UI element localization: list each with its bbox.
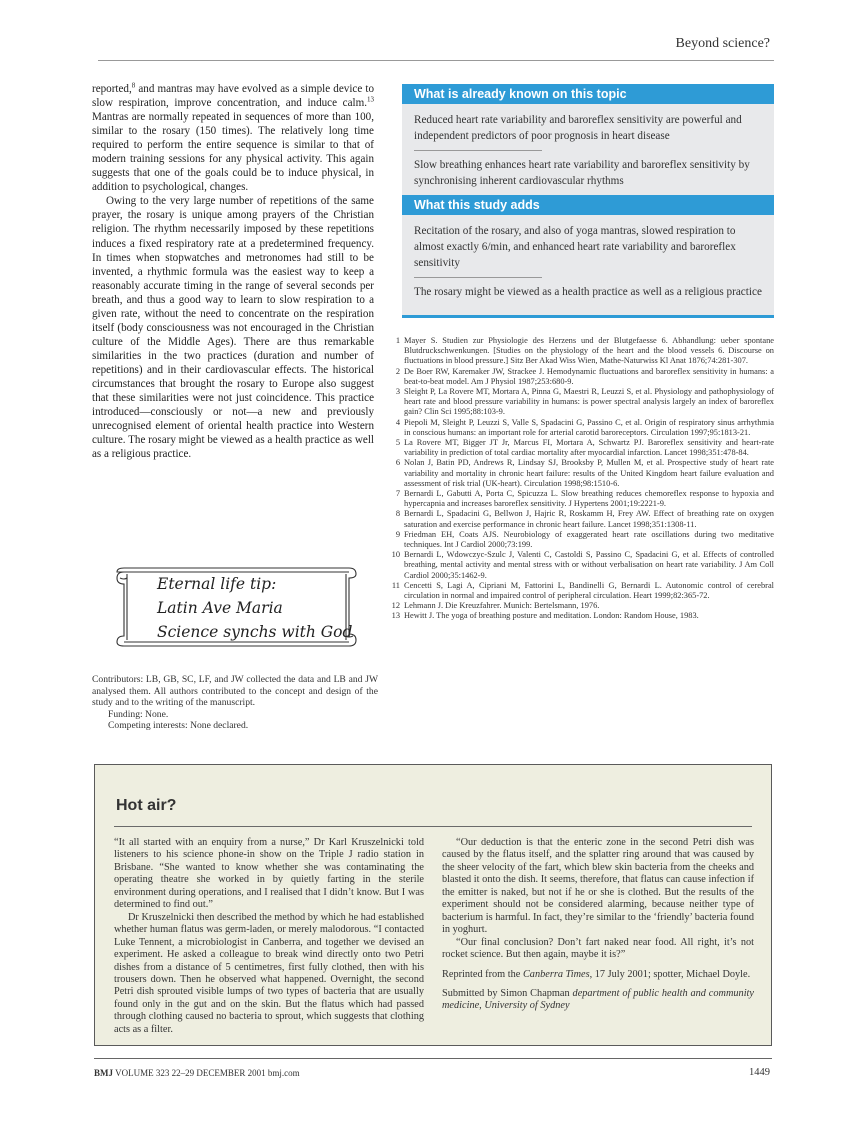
reference-number: 12 bbox=[391, 601, 400, 611]
reference-number: 4 bbox=[395, 417, 400, 427]
reference-item bbox=[390, 550, 774, 581]
adds-heading: What this study adds bbox=[402, 195, 774, 215]
reference-number: 8 bbox=[395, 509, 400, 519]
reference-text: Bernardi L, Spadacini G, Bellwon J, Hajric R, Roskamm H, Frey AW. Effect of breathing rate on oxygen saturation and exercise performance in chronic heart failure. Lancet 1998;351:1308-11. bbox=[404, 509, 774, 529]
reference-item bbox=[390, 458, 774, 489]
reference-number: 2 bbox=[395, 366, 400, 376]
adds-item: Recitation of the rosary, and also of yoga mantras, slowed respiration to almost exactly 6/min, and enhanced heart rate variability and baroreflex sensitivity bbox=[414, 225, 736, 269]
body-text-left-column bbox=[92, 82, 374, 461]
known-item: Reduced heart rate variability and baroreflex sensitivity are powerful and independent predictors of poor prognosis in heart disease bbox=[414, 114, 742, 142]
running-head: Beyond science? bbox=[675, 36, 770, 51]
submitted-by: Submitted by Simon Chapman department of public health and community medicine, University of Sydney bbox=[442, 987, 754, 1012]
reference-text: Mayer S. Studien zur Physiologie des Herzens und der Blutgefaesse 6. Abhandlung: ueber spontane Blutdruckschwenkungen. [Studies on the physiology of the heart and the blood vessels 6. Discourse on fluctuations in blood pressure.] Sitz Ber Akad Wiss Wien, Mathe-Naturwiss Kl Anat 1876;74:281-307. bbox=[404, 336, 774, 366]
reference-text: La Rovere MT, Bigger JT Jr, Marcus FI, Mortara A, Schwartz PJ. Baroreflex sensitivity and heart-rate variability in prediction of total cardiac mortality after myocardial infarction. Lancet 1998;351:478-84. bbox=[404, 438, 774, 458]
funding-text: Funding: None. bbox=[108, 708, 169, 720]
reference-number: 5 bbox=[395, 438, 400, 448]
reference-item bbox=[390, 418, 774, 438]
key-messages-box bbox=[402, 84, 774, 315]
reference-text: Sleight P, La Rovere MT, Mortara A, Pinna G, Maestri R, Leuzzi S, et al. Physiology and pathophysiology of heart rate and blood pressure variability in humans: is power spectral analysis largely an index of baroreflex gain? Clin Sci 1995;88:103-9. bbox=[404, 387, 774, 417]
body-paragraph-1: reported,$^8$ and mantras may have evolved as a simple device to slow respiration, improve concentration, and induce calm.$^{13}$ Mantras are normally repeated in sequences of more than 100, similar to the rosary (150 times). The relatively long time required to perform the entire sequence is similar to that of modern training sessions for any physical activity. This again suggests that one of the goals could be to induce physical, in addition to psychological, changes. bbox=[92, 81, 374, 194]
reference-text: Hewitt J. The yoga of breathing posture and meditation. London: Random House, 1983. bbox=[404, 611, 699, 621]
journal-footer: BMJ VOLUME 323 22–29 DECEMBER 2001 bmj.com bbox=[94, 1068, 300, 1078]
reference-text: Bernardi L, Gabutti A, Porta C, Spicuzza L. Slow breathing reduces chemoreflex response to hypoxia and hypercapnia and increases baroreflex sensitivity. J Hypertens 2001;19:2221-9. bbox=[404, 489, 774, 509]
body-paragraph-2: Owing to the very large number of repetitions of the same prayer, the rosary is unique among prayers of the Christian religion. The rhythm necessarily imposed by these repetitions induces a fixed respiratory rate at a predetermined frequency. In times when stopwatches and metronomes had still to be invented, a rhythmic formula was the easiest way to keep a reasonably accurate timing in the range of several seconds per breath, and thus a good way to learn to slow respiration to a given rate, without the need to concentrate on the respiration itself (body consciousness was not encouraged in the Christian culture of the Middle Ages). There are thus remarkable similarities in the two practices (duration and number of repetitions) and in their cardiovascular effects. The historical circumstances that brought the rosary to Europe also suggest that these similarities were not just coincidence. This practice introduced—consciously or not—a new and previously unrecognised element of oriental health practice into Western culture. The rosary might be viewed as a health practice as well as a religious practice. bbox=[92, 195, 374, 461]
reference-item bbox=[390, 387, 774, 418]
scroll-line: Science synchs with God bbox=[157, 623, 353, 641]
contributors-text: Contributors: LB, GB, SC, LF, and JW collected the data and LB and JW analysed them. All authors contributed to the concept and design of the study and to the writing of the manuscript. bbox=[92, 674, 378, 708]
hot-air-left-column bbox=[114, 837, 424, 1036]
competing-interests-text: Competing interests: None declared. bbox=[108, 720, 249, 731]
reference-item bbox=[390, 509, 774, 529]
scroll-verse bbox=[157, 572, 352, 644]
box-bottom-rule bbox=[402, 315, 774, 318]
reference-text: Cencetti S, Lagi A, Cipriani M, Fattorini L, Bandinelli G, Bernardi L. Autonomic control of cerebral circulation in normal and impaired control of peripheral circulation. Heart 1999;82:365-72. bbox=[404, 580, 774, 601]
reference-text: De Boer RW, Karemaker JW, Strackee J. Hemodynamic fluctuations and baroreflex sensitivity in humans: a beat-to-beat model. Am J Physiol 1987;253:680-9. bbox=[404, 366, 774, 386]
page-number: 1449 bbox=[749, 1067, 770, 1078]
reference-text: Piepoli M, Sleight P, Leuzzi S, Valle S, Spadacini G, Passino C, et al. Origin of respiratory sinus arrhythmia in conscious humans: an important role for arterial carotid baroreceptors. Circulation 1997;95:1813-21. bbox=[404, 417, 774, 437]
scroll-line: Eternal life tip: bbox=[157, 575, 277, 593]
reprint-credit: Reprinted from the Canberra Times, 17 July 2001; spotter, Michael Doyle. bbox=[442, 968, 751, 980]
scroll-line: Latin Ave Maria bbox=[157, 599, 283, 617]
reference-item bbox=[390, 367, 774, 387]
reference-text: Lehmann J. Die Kreuzfahrer. Munich: Bertelsmann, 1976. bbox=[404, 601, 600, 611]
footer-rule bbox=[94, 1058, 772, 1059]
hot-air-paragraph: “It all started with an enquiry from a nurse,” Dr Karl Kruszelnicki told listeners to his science phone-in show on the Triple J radio station in Brisbane. “She wanted to know whether she was contaminating the operating theatre she worked in by quietly farting in the sterile environment during operations, and I realised that I didn’t know. But I was determined to find out.” bbox=[114, 837, 424, 911]
reference-number: 6 bbox=[395, 458, 400, 468]
known-item: Slow breathing enhances heart rate variability and baroreflex sensitivity by synchronising inherent cardiovascular rhythms bbox=[414, 159, 750, 187]
reference-item bbox=[390, 489, 774, 509]
reference-item bbox=[390, 611, 774, 621]
reference-list bbox=[390, 336, 774, 622]
reference-number: 9 bbox=[395, 529, 400, 539]
reference-number: 11 bbox=[391, 580, 400, 590]
hot-air-rule bbox=[114, 826, 752, 827]
hot-air-paragraph: “Our final conclusion? Don’t fart naked near food. All right, it’s not rocket science. But then again, maybe it is?” bbox=[442, 936, 754, 961]
hot-air-paragraph: “Our deduction is that the enteric zone in the second Petri dish was caused by the flatus itself, and the splatter ring around that was caused by the sheer velocity of the fart, which blew skin bacteria from the cheeks and blasted it onto the dish. It seems, therefore, that flatus can cause infection if the emitter is naked, but not if he or she is clothed. But the results of the experiment should not be considered alarming, because neither type of bacterium is harmful. In fact, they’re similar to the ‘friendly’ bacteria found in yoghurt. bbox=[442, 837, 754, 936]
hot-air-paragraph: Dr Kruszelnicki then described the method by which he had established whether human flatus was germ-laden, or merely malodorous. “I contacted Luke Tennent, a microbiologist in Canberra, and together we devised an experiment. He asked a colleague to break wind directly onto two Petri dishes from a distance of 5 centimetres, first fully clothed, then with his trousers down. Then he observed what happened. Overnight, the second Petri dish sprouted visible lumps of two types of bacteria that are usually found only in the gut and on the skin. But the flatus which had passed through clothing caused no bacteria to sprout, which suggests that clothing acts as a filter. bbox=[114, 911, 424, 1035]
reference-item bbox=[390, 438, 774, 458]
reference-item bbox=[390, 601, 774, 611]
reference-number: 10 bbox=[391, 550, 400, 560]
reference-text: Friedman EH, Coats AJS. Neurobiology of exaggerated heart rate oscillations during two meditative techniques. Int J Cardiol 2000;73:199. bbox=[404, 529, 774, 550]
hot-air-right-column bbox=[442, 837, 754, 1013]
reference-number: 7 bbox=[395, 489, 400, 499]
reference-item bbox=[390, 530, 774, 550]
reference-text: Bernardi L, Wdowczyc-Szulc J, Valenti C, Castoldi S, Passino C, Spadacini G, et al. Effects of controlled breathing, mental activity and mental stress with or without verbalisation on heart rate variability. J Am Coll Cardiol 2000;35:1462-9. bbox=[404, 550, 774, 580]
contributors-note bbox=[92, 674, 378, 732]
reference-number: 13 bbox=[391, 611, 400, 621]
adds-item: The rosary might be viewed as a health practice as well as a religious practice bbox=[414, 286, 762, 298]
reference-item bbox=[390, 336, 774, 367]
reference-text: Nolan J, Batin PD, Andrews R, Lindsay SJ, Brooksby P, Mullen M, et al. Prospective study of heart rate variability and mortality in chronic heart failure: results of the United Kingdom heart failure evaluation and assessment of risk trial (UK-heart). Circulation 1998;98:1510-6. bbox=[404, 458, 774, 488]
reference-item bbox=[390, 581, 774, 601]
reference-number: 1 bbox=[395, 336, 400, 345]
known-heading: What is already known on this topic bbox=[402, 84, 774, 104]
reference-number: 3 bbox=[395, 387, 400, 397]
hot-air-title: Hot air? bbox=[116, 797, 177, 814]
header-rule bbox=[98, 60, 774, 61]
